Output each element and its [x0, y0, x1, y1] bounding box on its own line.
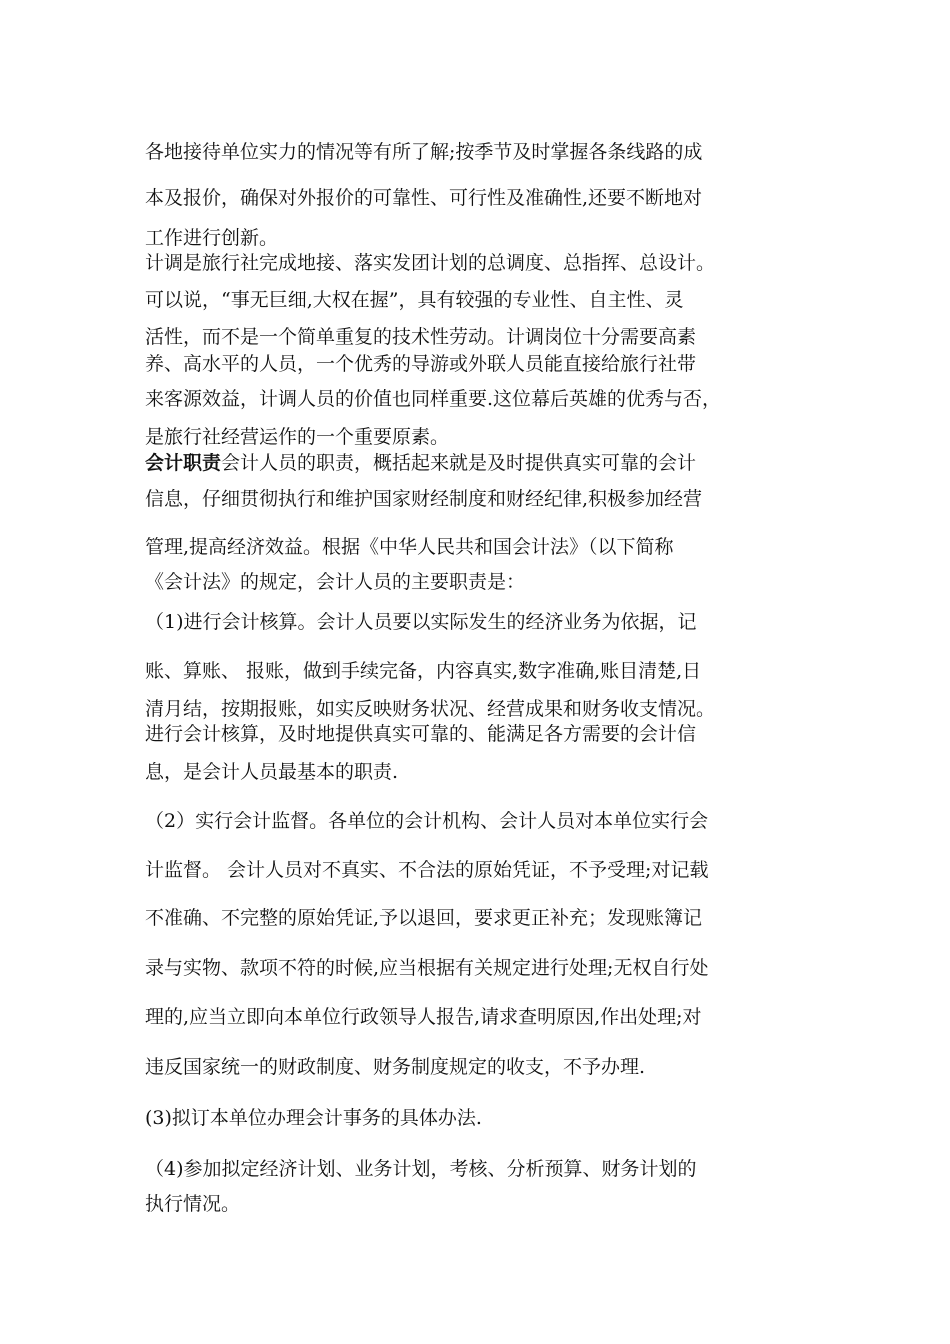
text-line-26: （4)参加拟定经济计划、业务计划，考核、分析预算、财务计划的	[145, 1158, 697, 1180]
text-line-3: 工作进行创新。	[145, 227, 279, 249]
text-line-21: 不准确、不完整的原始凭证,予以退回，要求更正补充；发现账簿记	[145, 907, 703, 929]
text-line-6: 活性，而不是一个简单重复的技术性劳动。计调岗位十分需要高素	[145, 326, 697, 348]
text-line-11: 信息，仔细贯彻执行和维护国家财经制度和财经纪律,积极参加经营	[145, 488, 703, 510]
text-line-18: 息，是会计人员最基本的职责.	[145, 761, 399, 783]
text-line-27: 执行情况。	[145, 1193, 241, 1215]
text-line-2: 本及报价，确保对外报价的可靠性、可行性及准确性,还要不断地对	[145, 187, 703, 209]
text-line-10-body: 会计人员的职责，概括起来就是及时提供真实可靠的会计	[221, 452, 697, 474]
text-line-20: 计监督。 会计人员对不真实、不合法的原始凭证，不予受理;对记载	[145, 859, 709, 881]
text-line-19: （2）实行会计监督。各单位的会计机构、会计人员对本单位实行会	[145, 810, 709, 832]
text-line-23: 理的,应当立即向本单位行政领导人报告,请求查明原因,作出处理;对	[145, 1006, 702, 1028]
text-line-16: 清月结，按期报账，如实反映财务状况、经营成果和财务收支情况。	[145, 698, 716, 720]
text-line-9: 是旅行社经营运作的一个重要原素。	[145, 426, 450, 448]
text-line-5: 可以说，“事无巨细,大权在握”，具有较强的专业性、自主性、灵	[145, 289, 684, 311]
text-line-14: （1)进行会计核算。会计人员要以实际发生的经济业务为依据，记	[145, 611, 697, 633]
text-line-22: 录与实物、款项不符的时候,应当根据有关规定进行处理;无权自行处	[145, 957, 709, 979]
section-heading: 会计职责	[145, 452, 222, 474]
text-line-8: 来客源效益，计调人员的价值也同样重要.这位幕后英雄的优秀与否，	[145, 388, 722, 410]
text-line-1: 各地接待单位实力的情况等有所了解;按季节及时掌握各条线路的成	[145, 141, 703, 163]
text-line-13: 《会计法》的规定，会计人员的主要职责是：	[145, 571, 526, 593]
text-line-15: 账、算账、 报账，做到手续完备，内容真实,数字准确,账目清楚,日	[145, 660, 702, 682]
text-line-7: 养、高水平的人员，一个优秀的导游或外联人员能直接给旅行社带	[145, 353, 697, 375]
text-line-25: (3)拟订本单位办理会计事务的具体办法.	[145, 1107, 482, 1129]
text-line-4: 计调是旅行社完成地接、落实发团计划的总调度、总指挥、总设计。	[145, 252, 716, 274]
text-line-17: 进行会计核算，及时地提供真实可靠的、能满足各方需要的会计信	[145, 723, 697, 745]
text-line-10	[145, 451, 696, 475]
text-line-12: 管理,提高经济效益。根据《中华人民共和国会计法》（以下简称	[145, 536, 674, 558]
text-line-24: 违反国家统一的财政制度、财务制度规定的收支，不予办理.	[145, 1056, 646, 1078]
